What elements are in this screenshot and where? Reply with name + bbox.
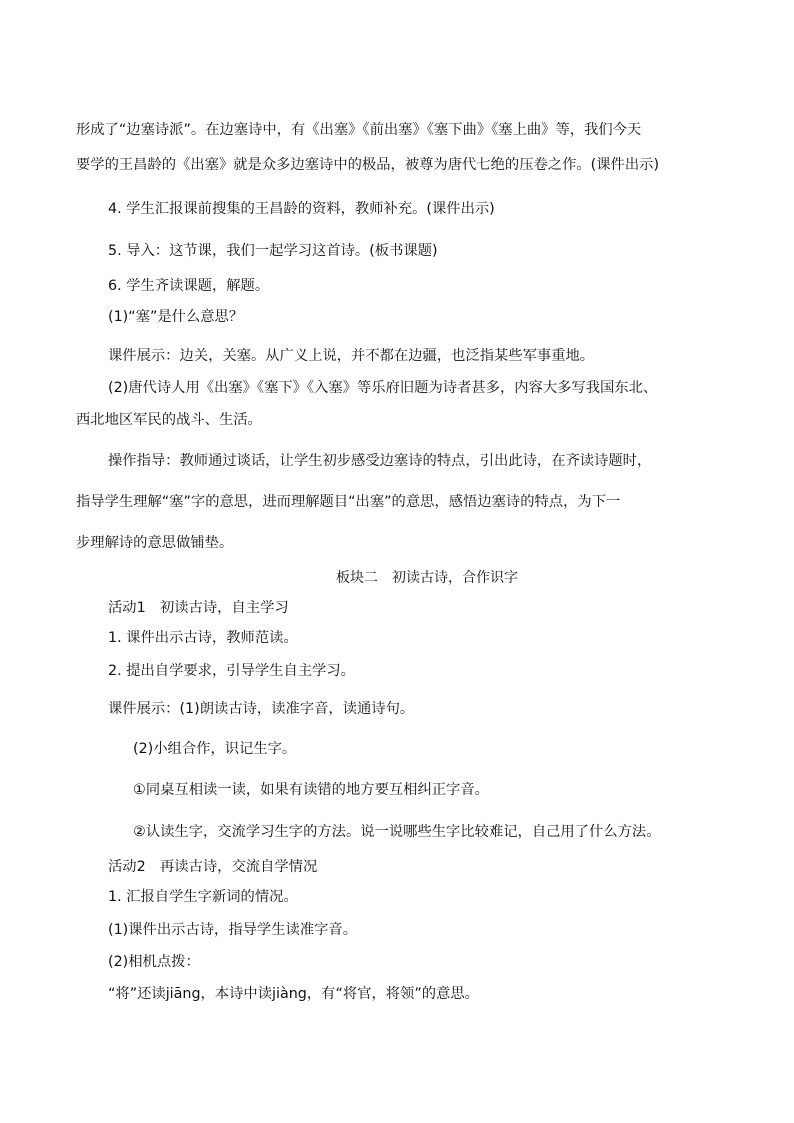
- courseware-display-line: 课件展示：(1)朗读古诗，读准字音，读通诗句。: [108, 701, 415, 717]
- sub-item: ①同桌互相读一读，如果有读错的地方要互相纠正字音。: [133, 782, 489, 798]
- courseware-display-line: 课件展示：边关，关塞。从广义上说，并不都在边疆，也泛指某些军事重地。: [108, 348, 595, 364]
- paragraph-line: 步理解诗的意思做铺垫。: [76, 535, 234, 551]
- operation-guide-line: 操作指导：教师通过谈话，让学生初步感受边塞诗的特点，引出此诗，在齐读诗题时，: [108, 453, 652, 469]
- question-line: (1)“塞”是什么意思？: [108, 309, 244, 325]
- activity-heading: 活动2 再读古诗，交流自学情况: [108, 859, 318, 875]
- paragraph-line: 形成了“边塞诗派”。在边塞诗中，有《出塞》《前出塞》《塞下曲》《塞上曲》等，我们今天: [76, 122, 642, 138]
- sub-item: (1)课件出示古诗，指导学生读准字音。: [108, 922, 357, 938]
- sub-item: (2)小组合作，识记生字。: [133, 741, 297, 757]
- pronunciation-note: “将”还读jiāng，本诗中读jiàng，有“将官，将领”的意思。: [108, 986, 479, 1002]
- paragraph-line: 指导学生理解“塞”字的意思，进而理解题目“出塞”的意思，感悟边塞诗的特点，为下一: [76, 494, 621, 510]
- list-item: 1. 课件出示古诗，教师范读。: [108, 630, 298, 646]
- list-item: 4. 学生汇报课前搜集的王昌龄的资料，教师补充。(课件出示): [108, 201, 495, 217]
- sub-item: (2)相机点拨：: [108, 954, 200, 970]
- paragraph-line: 要学的王昌龄的《出塞》就是众多边塞诗中的极品，被尊为唐代七绝的压卷之作。(课件出示): [76, 157, 660, 173]
- list-item: 5. 导入：这节课，我们一起学习这首诗。(板书课题): [108, 243, 438, 259]
- paragraph-line: 西北地区军民的战斗、生活。: [76, 412, 262, 428]
- list-item: 6. 学生齐读课题，解题。: [108, 278, 270, 294]
- sub-item: ②认读生字，交流学习生字的方法。说一说哪些生字比较难记，自己用了什么方法。: [133, 824, 661, 840]
- section-heading: 板块二 初读古诗，合作识字: [336, 570, 518, 586]
- list-item: 1. 汇报自学生字新词的情况。: [108, 889, 298, 905]
- list-item: 2. 提出自学要求，引导学生自主学习。: [108, 663, 355, 679]
- activity-heading: 活动1 初读古诗，自主学习: [108, 600, 289, 616]
- question-line: (2)唐代诗人用《出塞》《塞下》《入塞》等乐府旧题为诗者甚多，内容大多写我国东北、: [108, 380, 658, 396]
